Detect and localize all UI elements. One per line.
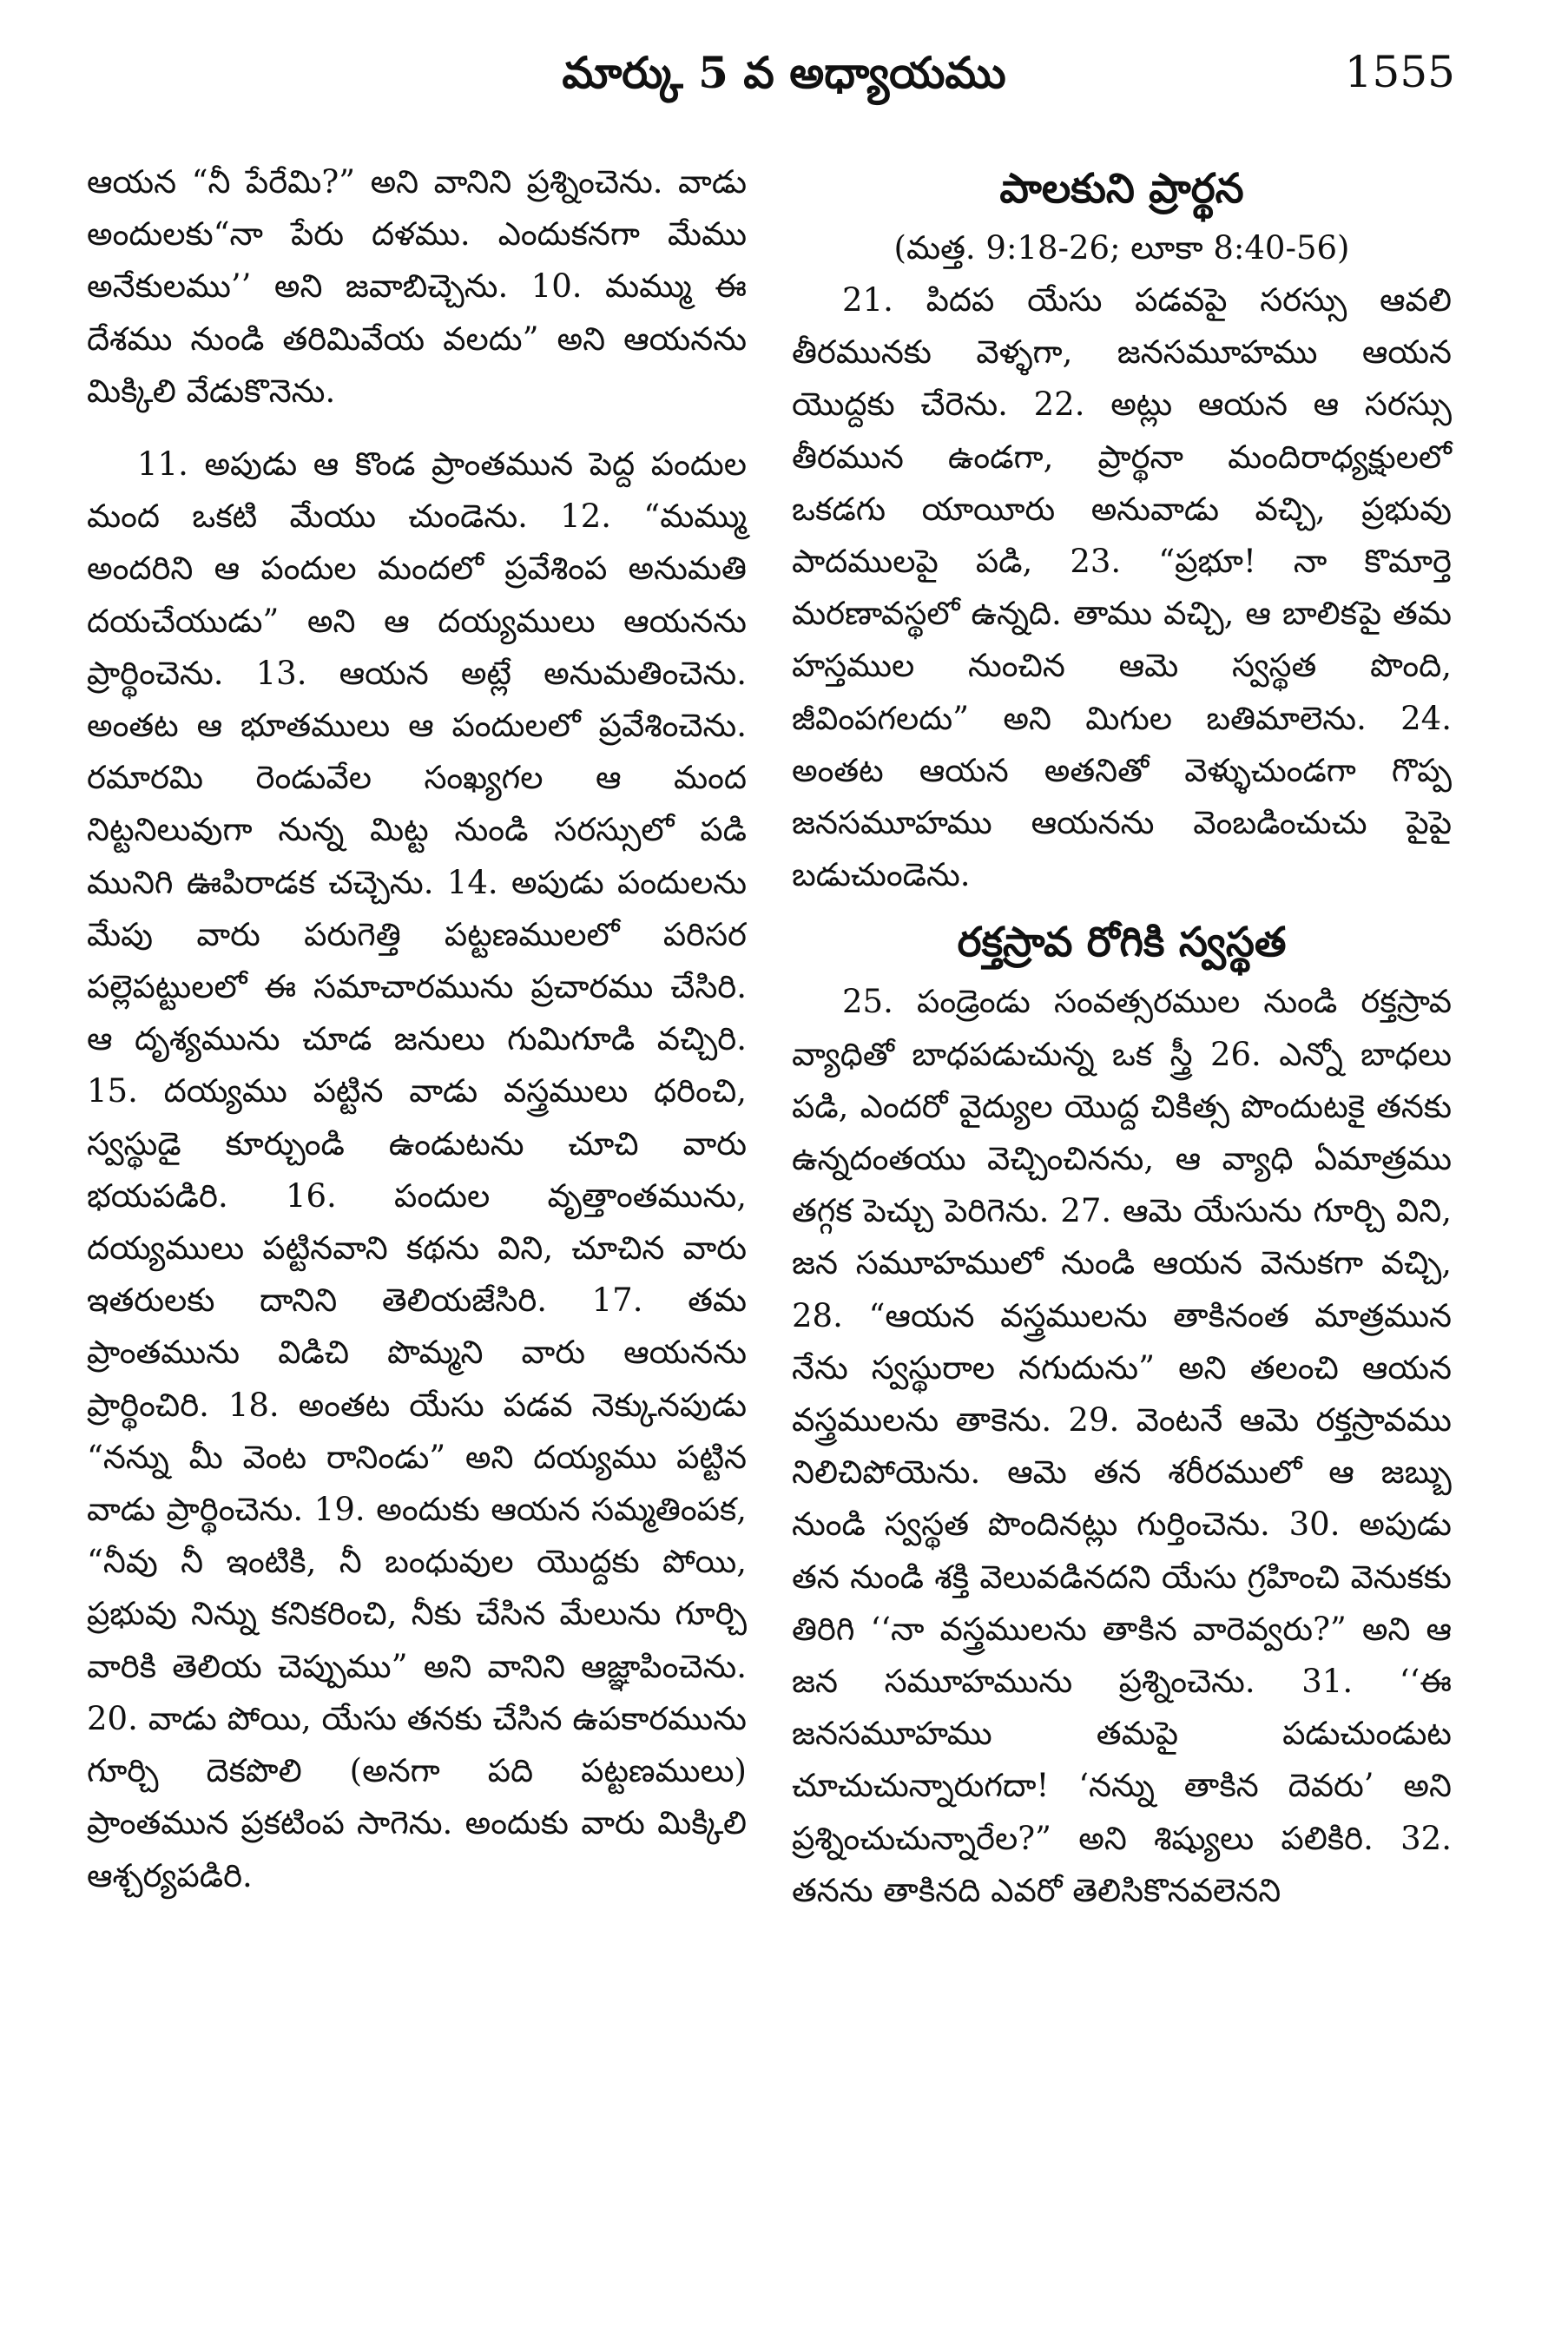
section-rulers-prayer xyxy=(792,156,1452,901)
page-number: 1555 xyxy=(1344,47,1455,97)
paragraph-verses-25-32: 25. పండ్రెండు సంవత్సరముల నుండి రక్తస్రావ వ్యాధితో బాధపడుచున్న ఒక స్త్రీ 26. ఎన్నో బాధలు పడి, ఎందరో వైద్యుల యొద్ద చికిత్స పొందుటకై తనకు ఉన్నదంతయు వెచ్చించినను, ఆ వ్యాధి ఏమాత్రము తగ్గక పెచ్చు పెరిగెను. 27. ఆమె యేసును గూర్చి విని, జన సమూహములో నుండి ఆయన వెనుకగా వచ్చి, 28. “ఆయన వస్త్రములను తాకినంత మాత్రమున నేను స్వస్థురాల నగుదును” అని తలంచి ఆయన వస్త్రములను తాకెను. 29. వెంటనే ఆమె రక్తస్రావము నిలిచిపోయెను. ఆమె తన శరీరములో ఆ జబ్బు నుండి స్వస్థత పొందినట్లు గుర్తించెను. 30. అపుడు తన నుండి శక్తి వెలువడినదని యేసు గ్రహించి వెనుకకు తిరిగి ‘‘నా వస్త్రములను తాకిన వారెవ్వరు?” అని ఆ జన సమూహమును ప్రశ్నించెను. 31. ‘‘ఈ జనసమూహము తమపై పడుచుండుట చూచుచున్నారుగదా! ‘నన్ను తాకిన దెవరు’ అని ప్రశ్నించుచున్నారేల?” అని శిష్యులు పలికిరి. 32. తనను తాకినది ఎవరో తెలిసికొనవలెనని xyxy=(792,983,1452,1909)
chapter-title: మార్కు 5 వ అధ్యాయము xyxy=(562,47,1006,98)
section-healing-bleeding-woman xyxy=(792,910,1452,1917)
paragraph-verses-21-24: 21. పిదప యేసు పడవపై సరస్సు ఆవలి తీరమునకు వెళ్ళగా, జనసమూహము ఆయన యొద్దకు చేరెను. 22. అట్లు ఆయన ఆ సరస్సు తీరమున ఉండగా, ప్రార్థనా మందిరాధ్యక్షులలో ఒకడగు యాయీరు అనువాడు వచ్చి, ప్రభువు పాదములపై పడి, 23. “ప్రభూ! నా కొమార్తె మరణావస్థలో ఉన్నది. తాము వచ్చి, ఆ బాలికపై తమ హస్తముల నుంచిన ఆమె స్వస్థత పొంది, జీవింపగలదు” అని మిగుల బతిమాలెను. 24. అంతట ఆయన అతనితో వెళ్ళుచుండగా గొప్ప జనసమూహము ఆయనను వెంబడించుచు పైపై బడుచుండెను. xyxy=(792,281,1452,894)
cross-reference: (మత్త. 9:18-26; లూకా 8:40-56) xyxy=(893,229,1350,267)
section-heading: పాలకుని ప్రార్థన xyxy=(999,165,1244,213)
page-header xyxy=(0,31,1568,127)
right-column xyxy=(792,156,1452,1917)
paragraph-verses-11-20: 11. అపుడు ఆ కొండ ప్రాంతమున పెద్ద పందుల మంద ఒకటి మేయు చుండెను. 12. “మమ్ము అందరిని ఆ పందుల మందలో ప్రవేశింప అనుమతి దయచేయుడు” అని ఆ దయ్యములు ఆయనను ప్రార్థించెను. 13. ఆయన అట్లే అనుమతించెను. అంతట ఆ భూతములు ఆ పందులలో ప్రవేశించెను. రమారమి రెండువేల సంఖ్యగల ఆ మంద నిట్టనిలువుగా నున్న మిట్ట నుండి సరస్సులో పడి మునిగి ఊపిరాడక చచ్చెను. 14. అపుడు పందులను మేపు వారు పరుగెత్తి పట్టణములలో పరిసర పల్లెపట్టులలో ఈ సమాచారమును ప్రచారము చేసిరి. ఆ దృశ్యమును చూడ జనులు గుమిగూడి వచ్చిరి. 15. దయ్యము పట్టిన వాడు వస్త్రములు ధరించి, స్వస్థుడై కూర్చుండి ఉండుటను చూచి వారు భయపడిరి. 16. పందుల వృత్తాంతమును, దయ్యములు పట్టినవాని కథను విని, చూచిన వారు ఇతరులకు దానిని తెలియజేసిరి. 17. తమ ప్రాంతమును విడిచి పొమ్మని వారు ఆయనను ప్రార్థించిరి. 18. అంతట యేసు పడవ నెక్కునపుడు “నన్ను మీ వెంట రానిండు” అని దయ్యము పట్టిన వాడు ప్రార్థించెను. 19. అందుకు ఆయన సమ్మతింపక, “నీవు నీ ఇంటికి, నీ బంధువుల యొద్దకు పోయి, ప్రభువు నిన్ను కనికరించి, నీకు చేసిన మేలును గూర్చి వారికి తెలియ చెప్పుము” అని వానిని ఆజ్ఞాపించెను. 20. వాడు పోయి, యేసు తనకు చేసిన ఉపకారమును గూర్చి దెకపొలి (అనగా పది పట్టణములు) ప్రాంతమున ప్రకటింప సాగెను. అందుకు వారు మిక్కిలి ఆశ్చర్యపడిరి. xyxy=(87,445,747,1894)
section-heading: రక్తస్రావ రోగికి స్వస్థత xyxy=(957,919,1287,967)
left-column xyxy=(87,156,747,1902)
paragraph-continuation: ఆయన “నీ పేరేమి?” అని వానిని ప్రశ్నించెను. వాడు అందులకు“నా పేరు దళము. ఎందుకనగా మేము అనేకులము’’ అని జవాబిచ్చెను. 10. మమ్ము ఈ దేశము నుండి తరిమివేయ వలదు” అని ఆయనను మిక్కిలి వేడుకొనెను. xyxy=(87,163,747,410)
